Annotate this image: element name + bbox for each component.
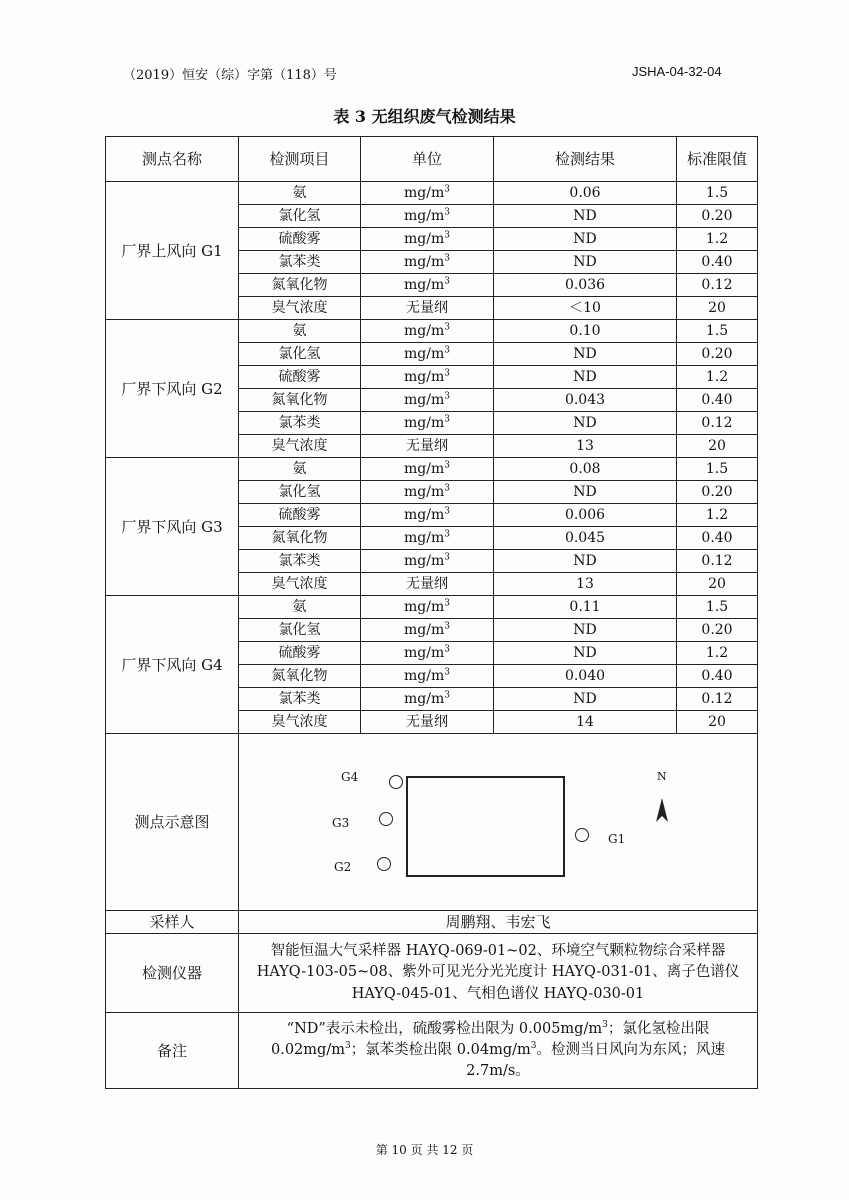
unit-superscript: 3 bbox=[444, 413, 450, 424]
result-cell: 0.11 bbox=[494, 596, 677, 619]
site-name-cell: 厂界下风向 G4 bbox=[106, 596, 239, 734]
point-label-g3: G3 bbox=[332, 816, 350, 830]
limit-cell: 20 bbox=[677, 435, 758, 458]
item-cell: 臭气浓度 bbox=[239, 711, 361, 734]
table-row bbox=[106, 458, 758, 481]
unit-text: mg/m bbox=[404, 230, 445, 247]
diagram-cell bbox=[239, 734, 758, 911]
unit-superscript: 3 bbox=[444, 183, 450, 194]
unit-cell bbox=[361, 366, 494, 389]
instruments-line-1: 智能恒温大气采样器 HAYQ-069-01~02、环境空气颗粒物综合采样器 bbox=[270, 943, 726, 960]
page-footer: 第 10 页 共 12 页 bbox=[375, 1143, 474, 1157]
unit-cell bbox=[361, 389, 494, 412]
limit-cell: 0.20 bbox=[677, 205, 758, 228]
diagram-row bbox=[106, 734, 758, 911]
item-cell: 硫酸雾 bbox=[239, 504, 361, 527]
limit-cell: 1.5 bbox=[677, 182, 758, 205]
item-cell: 氨 bbox=[239, 458, 361, 481]
remarks-line-1-text: “ND”表示未检出，硫酸雾检出限为 0.005mg/m bbox=[286, 1021, 603, 1037]
unit-cell bbox=[361, 343, 494, 366]
table-header-row bbox=[106, 137, 758, 182]
col-header-limit: 标准限值 bbox=[677, 137, 758, 182]
unit-superscript: 3 bbox=[444, 390, 450, 401]
remarks-line-2 bbox=[241, 1040, 755, 1061]
limit-cell: 0.40 bbox=[677, 665, 758, 688]
unit-superscript: 3 bbox=[444, 482, 450, 493]
limit-cell: 20 bbox=[677, 297, 758, 320]
unit-superscript: 3 bbox=[444, 206, 450, 217]
site-name-cell: 厂界下风向 G3 bbox=[106, 458, 239, 596]
table-row bbox=[106, 596, 758, 619]
item-cell: 氯苯类 bbox=[239, 688, 361, 711]
unit-superscript: 3 bbox=[444, 367, 450, 378]
unit-cell bbox=[361, 550, 494, 573]
unit-text: mg/m bbox=[404, 690, 445, 707]
item-cell: 氨 bbox=[239, 182, 361, 205]
unit-superscript: 3 bbox=[444, 689, 450, 700]
unit-text: mg/m bbox=[404, 207, 445, 224]
unit-text: mg/m bbox=[404, 253, 445, 270]
result-cell: ND bbox=[494, 251, 677, 274]
unit-superscript: 3 bbox=[444, 505, 450, 516]
result-cell: 0.06 bbox=[494, 182, 677, 205]
point-label-g2: G2 bbox=[334, 860, 352, 874]
item-cell: 硫酸雾 bbox=[239, 642, 361, 665]
limit-cell: 20 bbox=[677, 573, 758, 596]
item-cell: 氨 bbox=[239, 596, 361, 619]
unit-text: 无量纲 bbox=[406, 713, 448, 730]
limit-cell: 1.2 bbox=[677, 504, 758, 527]
limit-cell: 0.12 bbox=[677, 550, 758, 573]
result-cell: 0.043 bbox=[494, 389, 677, 412]
results-table bbox=[105, 136, 758, 1089]
unit-text: mg/m bbox=[404, 460, 445, 477]
unit-cell bbox=[361, 320, 494, 343]
instruments-line-3: HAYQ-045-01、气相色谱仪 HAYQ-030-01 bbox=[351, 985, 645, 1002]
unit-cell bbox=[361, 274, 494, 297]
unit-cell bbox=[361, 573, 494, 596]
limit-cell: 0.20 bbox=[677, 481, 758, 504]
unit-text: mg/m bbox=[404, 506, 445, 523]
point-g3-marker bbox=[379, 812, 393, 826]
unit-text: mg/m bbox=[404, 552, 445, 569]
remarks-line-2-a: 0.02mg/m bbox=[271, 1042, 345, 1059]
document-code: JSHA-04-32-04 bbox=[632, 64, 722, 79]
item-cell: 臭气浓度 bbox=[239, 297, 361, 320]
unit-cell bbox=[361, 711, 494, 734]
limit-cell: 0.40 bbox=[677, 527, 758, 550]
remarks-line-3: 2.7m/s。 bbox=[466, 1063, 530, 1080]
item-cell: 臭气浓度 bbox=[239, 435, 361, 458]
unit-text: mg/m bbox=[404, 529, 445, 546]
limit-cell: 0.12 bbox=[677, 688, 758, 711]
remarks-line-2-sup-a: 3 bbox=[344, 1041, 351, 1052]
factory-boundary bbox=[406, 776, 565, 877]
point-label-g1: G1 bbox=[608, 832, 626, 846]
item-cell: 氮氧化物 bbox=[239, 665, 361, 688]
result-cell: ND bbox=[494, 550, 677, 573]
table-row bbox=[106, 320, 758, 343]
limit-cell: 0.40 bbox=[677, 251, 758, 274]
unit-cell bbox=[361, 481, 494, 504]
item-cell: 氯苯类 bbox=[239, 550, 361, 573]
sampler-label: 采样人 bbox=[106, 911, 239, 934]
sampler-value: 周鹏翔、韦宏飞 bbox=[239, 911, 758, 934]
col-header-unit: 单位 bbox=[361, 137, 494, 182]
col-header-site: 测点名称 bbox=[106, 137, 239, 182]
unit-text: mg/m bbox=[404, 414, 445, 431]
result-cell: ND bbox=[494, 366, 677, 389]
result-cell: ND bbox=[494, 343, 677, 366]
north-arrow-icon bbox=[656, 798, 668, 822]
limit-cell: 1.5 bbox=[677, 458, 758, 481]
result-cell: ND bbox=[494, 619, 677, 642]
item-cell: 硫酸雾 bbox=[239, 366, 361, 389]
unit-cell bbox=[361, 596, 494, 619]
unit-text: mg/m bbox=[404, 621, 445, 638]
unit-superscript: 3 bbox=[444, 551, 450, 562]
limit-cell: 1.2 bbox=[677, 228, 758, 251]
result-cell: ＜10 bbox=[494, 297, 677, 320]
limit-cell: 1.2 bbox=[677, 366, 758, 389]
site-name-cell: 厂界下风向 G2 bbox=[106, 320, 239, 458]
unit-cell bbox=[361, 435, 494, 458]
unit-cell bbox=[361, 297, 494, 320]
sampler-row bbox=[106, 911, 758, 934]
unit-cell bbox=[361, 665, 494, 688]
unit-text: 无量纲 bbox=[406, 575, 448, 592]
result-cell: 13 bbox=[494, 435, 677, 458]
result-cell: 0.10 bbox=[494, 320, 677, 343]
result-cell: 0.08 bbox=[494, 458, 677, 481]
remarks-line-1 bbox=[241, 1019, 755, 1040]
unit-superscript: 3 bbox=[444, 229, 450, 240]
unit-cell bbox=[361, 228, 494, 251]
result-cell: ND bbox=[494, 642, 677, 665]
table-row bbox=[106, 182, 758, 205]
item-cell: 氨 bbox=[239, 320, 361, 343]
item-cell: 氯苯类 bbox=[239, 412, 361, 435]
unit-text: mg/m bbox=[404, 276, 445, 293]
point-g4-marker bbox=[389, 775, 403, 789]
item-cell: 氯苯类 bbox=[239, 251, 361, 274]
unit-text: mg/m bbox=[404, 644, 445, 661]
limit-cell: 0.20 bbox=[677, 619, 758, 642]
limit-cell: 1.5 bbox=[677, 320, 758, 343]
limit-cell: 20 bbox=[677, 711, 758, 734]
unit-cell bbox=[361, 504, 494, 527]
instruments-label: 检测仪器 bbox=[106, 934, 239, 1013]
item-cell: 臭气浓度 bbox=[239, 573, 361, 596]
unit-text: 无量纲 bbox=[406, 299, 448, 316]
unit-text: mg/m bbox=[404, 345, 445, 362]
instruments-line-2: HAYQ-103-05~08、紫外可见光分光光度计 HAYQ-031-01、离子色谱仪 bbox=[256, 964, 740, 981]
result-cell: 0.036 bbox=[494, 274, 677, 297]
unit-text: mg/m bbox=[404, 368, 445, 385]
unit-superscript: 3 bbox=[444, 597, 450, 608]
remarks-row bbox=[106, 1013, 758, 1089]
unit-superscript: 3 bbox=[444, 252, 450, 263]
unit-cell bbox=[361, 182, 494, 205]
remarks-value bbox=[239, 1013, 758, 1089]
result-cell: ND bbox=[494, 481, 677, 504]
unit-superscript: 3 bbox=[444, 275, 450, 286]
result-cell: ND bbox=[494, 205, 677, 228]
unit-superscript: 3 bbox=[444, 643, 450, 654]
diagram-label: 测点示意图 bbox=[106, 734, 239, 911]
unit-cell bbox=[361, 251, 494, 274]
unit-cell bbox=[361, 688, 494, 711]
instruments-row bbox=[106, 934, 758, 1013]
limit-cell: 0.20 bbox=[677, 343, 758, 366]
result-cell: 13 bbox=[494, 573, 677, 596]
limit-cell: 0.40 bbox=[677, 389, 758, 412]
unit-text: mg/m bbox=[404, 598, 445, 615]
site-name-cell: 厂界上风向 G1 bbox=[106, 182, 239, 320]
table-title: 表 3 无组织废气检测结果 bbox=[333, 107, 516, 126]
limit-cell: 0.12 bbox=[677, 412, 758, 435]
unit-text: mg/m bbox=[404, 391, 445, 408]
item-cell: 氯化氢 bbox=[239, 343, 361, 366]
result-cell: 0.045 bbox=[494, 527, 677, 550]
unit-superscript: 3 bbox=[444, 620, 450, 631]
item-cell: 硫酸雾 bbox=[239, 228, 361, 251]
result-cell: ND bbox=[494, 228, 677, 251]
site-diagram bbox=[239, 734, 757, 910]
remarks-line-1-tail: ；氯化氢检出限 bbox=[607, 1021, 710, 1037]
item-cell: 氯化氢 bbox=[239, 481, 361, 504]
unit-text: mg/m bbox=[404, 667, 445, 684]
unit-text: mg/m bbox=[404, 322, 445, 339]
instruments-value bbox=[239, 934, 758, 1013]
unit-superscript: 3 bbox=[444, 528, 450, 539]
limit-cell: 1.2 bbox=[677, 642, 758, 665]
limit-cell: 0.12 bbox=[677, 274, 758, 297]
result-cell: ND bbox=[494, 412, 677, 435]
point-g1-marker bbox=[575, 828, 589, 842]
unit-superscript: 3 bbox=[444, 344, 450, 355]
col-header-result: 检测结果 bbox=[494, 137, 677, 182]
result-cell: 14 bbox=[494, 711, 677, 734]
remarks-line-2-c: 。检测当日风向为东风；风速 bbox=[536, 1042, 725, 1059]
remarks-line-2-sup-b: 3 bbox=[530, 1041, 537, 1052]
unit-text: mg/m bbox=[404, 483, 445, 500]
unit-text: mg/m bbox=[404, 184, 445, 201]
point-label-g4: G4 bbox=[341, 770, 359, 784]
item-cell: 氮氧化物 bbox=[239, 527, 361, 550]
unit-superscript: 3 bbox=[444, 321, 450, 332]
item-cell: 氯化氢 bbox=[239, 205, 361, 228]
result-cell: 0.040 bbox=[494, 665, 677, 688]
result-cell: ND bbox=[494, 688, 677, 711]
col-header-item: 检测项目 bbox=[239, 137, 361, 182]
item-cell: 氮氧化物 bbox=[239, 274, 361, 297]
remarks-label: 备注 bbox=[106, 1013, 239, 1089]
unit-cell bbox=[361, 412, 494, 435]
point-g2-marker bbox=[377, 857, 391, 871]
limit-cell: 1.5 bbox=[677, 596, 758, 619]
unit-superscript: 3 bbox=[444, 459, 450, 470]
result-cell: 0.006 bbox=[494, 504, 677, 527]
unit-text: 无量纲 bbox=[406, 437, 448, 454]
unit-superscript: 3 bbox=[444, 666, 450, 677]
unit-cell bbox=[361, 642, 494, 665]
report-number: （2019）恒安（综）字第（118）号 bbox=[123, 68, 337, 83]
unit-cell bbox=[361, 458, 494, 481]
unit-cell bbox=[361, 205, 494, 228]
remarks-line-1-sup: 3 bbox=[602, 1020, 608, 1031]
item-cell: 氮氧化物 bbox=[239, 389, 361, 412]
unit-cell bbox=[361, 527, 494, 550]
unit-cell bbox=[361, 619, 494, 642]
remarks-line-2-b: ；氯苯类检出限 0.04mg/m bbox=[350, 1042, 531, 1059]
item-cell: 氯化氢 bbox=[239, 619, 361, 642]
north-label: N bbox=[657, 770, 667, 783]
